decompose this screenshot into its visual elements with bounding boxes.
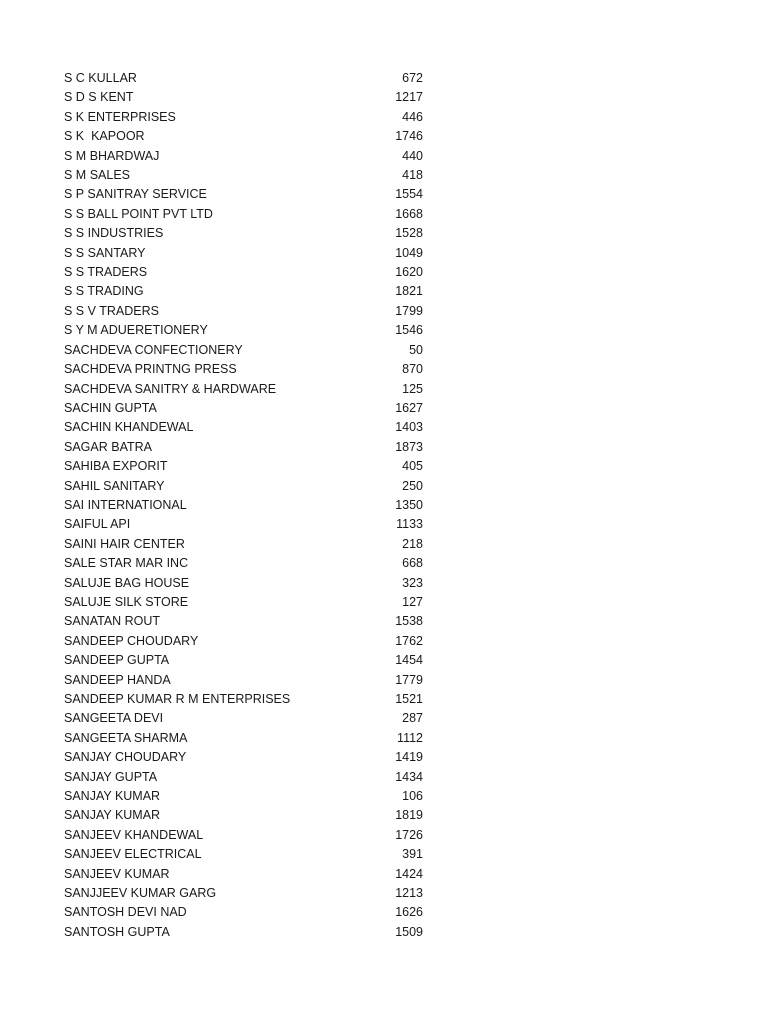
row-name: S S TRADING — [64, 284, 144, 299]
row-name: SANDEEP GUPTA — [64, 653, 170, 668]
row-name: SAGAR BATRA — [64, 439, 152, 454]
table-row — [64, 574, 424, 593]
table-row — [64, 826, 424, 845]
row-name: S S TRADERS — [64, 265, 148, 280]
row-name: S M SALES — [64, 168, 130, 183]
row-name: S D S KENT — [64, 90, 134, 105]
row-name: SALE STAR MAR INC — [64, 556, 189, 571]
table-row — [64, 127, 424, 146]
row-value: 391 — [402, 847, 423, 862]
table-row — [64, 185, 424, 204]
row-value: 1668 — [395, 206, 423, 221]
table-row — [64, 360, 424, 379]
row-name: SANJJEEV KUMAR GARG — [64, 886, 217, 901]
table-row — [64, 845, 424, 864]
row-name: SACHIN GUPTA — [64, 400, 157, 415]
row-name: SAHIBA EXPORIT — [64, 459, 168, 474]
row-name: SANTOSH GUPTA — [64, 924, 170, 939]
row-name: S S SANTARY — [64, 245, 146, 260]
row-value: 1554 — [395, 187, 423, 202]
row-name: S K KAPOOR — [64, 129, 145, 144]
row-name: SAIFUL API — [64, 517, 131, 532]
row-name: SANATAN ROUT — [64, 614, 161, 629]
row-value: 1762 — [395, 633, 423, 648]
row-value: 1509 — [395, 924, 423, 939]
table-row — [64, 709, 424, 728]
row-name: SANJAY GUPTA — [64, 769, 158, 784]
table-row — [64, 438, 424, 457]
row-name: S S BALL POINT PVT LTD — [64, 206, 213, 221]
table-row — [64, 903, 424, 922]
table-row — [64, 787, 424, 806]
row-value: 1626 — [395, 905, 423, 920]
table-row — [64, 515, 424, 534]
row-value: 1454 — [395, 653, 423, 668]
row-value: 405 — [402, 459, 423, 474]
row-value: 1873 — [395, 439, 423, 454]
row-name: SANJEEV ELECTRICAL — [64, 847, 202, 862]
row-value: 1528 — [395, 226, 423, 241]
row-value: 125 — [402, 381, 423, 396]
row-name: SANJEEV KUMAR — [64, 866, 170, 881]
table-row — [64, 69, 424, 88]
row-value: 1419 — [395, 750, 423, 765]
row-name: S S V TRADERS — [64, 303, 159, 318]
row-value: 668 — [402, 556, 423, 571]
table-row — [64, 806, 424, 825]
row-value: 1779 — [395, 672, 423, 687]
row-name: SANJAY KUMAR — [64, 808, 161, 823]
row-value: 1627 — [395, 400, 423, 415]
row-value: 1424 — [395, 866, 423, 881]
table-row — [64, 496, 424, 515]
table-row — [64, 651, 424, 670]
table-row — [64, 108, 424, 127]
row-value: 1521 — [395, 692, 423, 706]
table-row — [64, 244, 424, 263]
table-row — [64, 263, 424, 282]
table-row — [64, 166, 424, 185]
row-value: 323 — [402, 575, 423, 590]
table-row — [64, 302, 424, 321]
row-name: SACHDEVA PRINTNG PRESS — [64, 362, 237, 377]
row-name: SANTOSH DEVI NAD — [64, 905, 187, 920]
row-value: 1217 — [395, 90, 423, 105]
table-row — [64, 554, 424, 573]
table-row — [64, 923, 424, 942]
row-value: 1133 — [396, 517, 423, 532]
table-row — [64, 341, 424, 360]
row-name: S C KULLAR — [64, 71, 137, 85]
row-value: 1799 — [395, 303, 423, 318]
row-name: S M BHARDWAJ — [64, 148, 160, 163]
row-name: SACHIN KHANDEWAL — [64, 420, 194, 435]
table-row — [64, 632, 424, 651]
row-name: SANJAY KUMAR — [64, 789, 161, 804]
table-row — [64, 477, 424, 496]
row-name: SANJAY CHOUDARY — [64, 750, 187, 765]
row-value: 1746 — [395, 129, 423, 144]
table-row — [64, 593, 424, 612]
table-row — [64, 768, 424, 787]
row-name: SALUJE BAG HOUSE — [64, 575, 190, 590]
row-value: 250 — [402, 478, 423, 493]
table-row — [64, 88, 424, 107]
table-row — [64, 457, 424, 476]
table-row — [64, 205, 424, 224]
row-name: SACHDEVA CONFECTIONERY — [64, 342, 243, 357]
row-name: SANDEEP HANDA — [64, 672, 171, 687]
row-name: SALUJE SILK STORE — [64, 594, 189, 609]
row-name: SACHDEVA SANITRY & HARDWARE — [64, 381, 277, 396]
table-row — [64, 282, 424, 301]
row-value: 1434 — [395, 769, 423, 784]
table-row — [64, 147, 424, 166]
table-row — [64, 380, 424, 399]
row-value: 1821 — [395, 284, 423, 299]
row-name: SANDEEP CHOUDARY — [64, 633, 199, 648]
row-value: 106 — [402, 789, 423, 804]
row-value: 1049 — [395, 245, 423, 260]
row-name: S S INDUSTRIES — [64, 226, 164, 241]
row-name: S Y M ADUERETIONERY — [64, 323, 208, 338]
row-value: 1819 — [395, 808, 423, 823]
table-row — [64, 748, 424, 767]
row-value: 446 — [402, 109, 423, 124]
row-name: SANJEEV KHANDEWAL — [64, 827, 204, 842]
row-name: S P SANITRAY SERVICE — [64, 187, 207, 202]
table-row — [64, 671, 424, 690]
table-row — [64, 612, 424, 631]
row-value: 440 — [402, 148, 423, 163]
row-value: 418 — [402, 168, 423, 183]
row-name: S K ENTERPRISES — [64, 109, 176, 124]
table-row — [64, 399, 424, 418]
row-value: 50 — [409, 342, 423, 357]
row-name: SAHIL SANITARY — [64, 478, 165, 493]
table-row — [64, 535, 424, 554]
row-value: 1213 — [395, 886, 423, 901]
row-value: 1538 — [395, 614, 423, 629]
row-value: 127 — [402, 594, 423, 609]
table-row — [64, 690, 424, 709]
row-name: SANDEEP KUMAR R M ENTERPRISES — [64, 692, 291, 706]
table-row — [64, 884, 424, 903]
table-row — [64, 865, 424, 884]
row-value: 1546 — [395, 323, 423, 338]
name-value-table — [64, 69, 424, 942]
table-row — [64, 729, 424, 748]
row-value: 1112 — [397, 730, 423, 745]
row-value: 287 — [402, 711, 423, 726]
row-value: 870 — [402, 362, 423, 377]
row-value: 1726 — [395, 827, 423, 842]
row-value: 1350 — [395, 497, 423, 512]
row-name: SANGEETA SHARMA — [64, 730, 188, 745]
row-value: 672 — [402, 71, 423, 85]
table-row — [64, 224, 424, 243]
row-name: SAI INTERNATIONAL — [64, 497, 187, 512]
row-name: SAINI HAIR CENTER — [64, 536, 185, 551]
table-row — [64, 418, 424, 437]
table-row — [64, 321, 424, 340]
row-value: 218 — [402, 536, 423, 551]
row-name: SANGEETA DEVI — [64, 711, 164, 726]
row-value: 1403 — [395, 420, 423, 435]
row-value: 1620 — [395, 265, 423, 280]
